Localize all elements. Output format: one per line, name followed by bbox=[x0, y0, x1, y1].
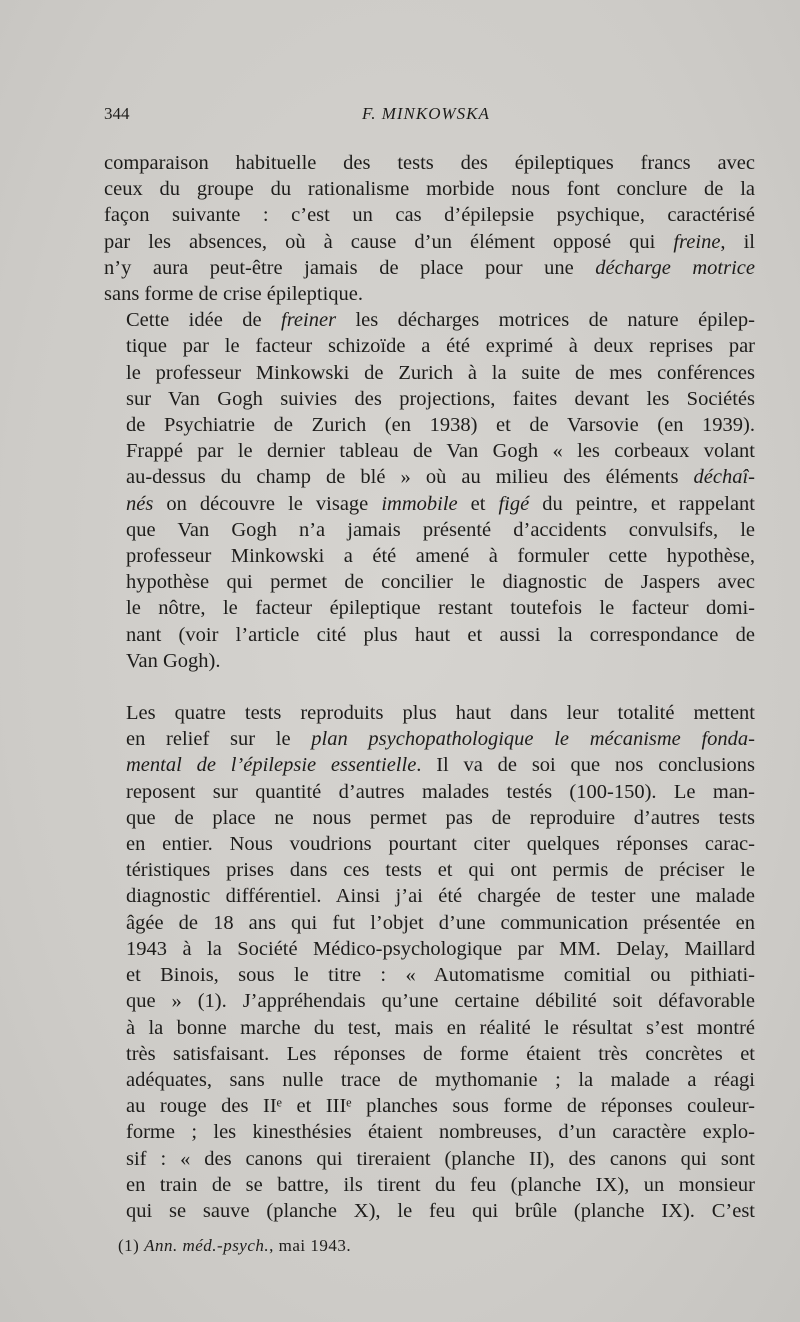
text-line: téristiques prises dans ces tests et qui ont permis de préciser le bbox=[126, 859, 755, 882]
text-line: façon suivante : c’est un cas d’épilepsie psychique, caractérisé bbox=[104, 204, 755, 227]
text-line: de Psychiatrie de Zurich (en 1938) et de Varsovie (en 1939). bbox=[126, 414, 755, 437]
running-head: F. MINKOWSKA bbox=[362, 104, 490, 123]
text-line: âgée de 18 ans qui fut l’objet d’une communication présentée en bbox=[126, 911, 755, 934]
footnote bbox=[118, 1236, 351, 1256]
text-line: Cette idée de freiner les décharges motrices de nature épilep- bbox=[126, 309, 755, 332]
text-line: adéquates, sans nulle trace de mythomanie ; la malade a réagi bbox=[126, 1068, 755, 1091]
text-line: Frappé par le dernier tableau de Van Gogh « les corbeaux volant bbox=[126, 440, 755, 463]
text-line: sur Van Gogh suivies des projections, faites devant les Sociétés bbox=[126, 387, 755, 410]
text-line: nant (voir l’article cité plus haut et aussi la correspondance de bbox=[126, 623, 755, 646]
emphasis: freiner bbox=[281, 309, 337, 332]
text-line: en relief sur le plan psychopathologique le mécanisme fonda- bbox=[126, 728, 755, 751]
emphasis: décharge motrice bbox=[595, 256, 755, 279]
text-line: en entier. Nous voudrions pourtant citer quelques réponses carac- bbox=[126, 833, 755, 856]
text-line: sif : « des canons qui tireraient (planche II), des canons qui sont bbox=[126, 1147, 755, 1170]
footnote-text: , mai 1943. bbox=[269, 1236, 352, 1255]
emphasis: freine bbox=[673, 230, 721, 253]
text-line: diagnostic différentiel. Ainsi j’ai été chargée de tester une malade bbox=[126, 885, 755, 908]
footnote-mark: (1) bbox=[118, 1236, 145, 1255]
text-line: le professeur Minkowski de Zurich à la suite de mes conférences bbox=[126, 361, 755, 384]
text-line: hypothèse qui permet de concilier le diagnostic de Jaspers avec bbox=[126, 571, 755, 594]
text-line: sans forme de crise épileptique. bbox=[104, 283, 364, 306]
body-text bbox=[104, 150, 755, 1224]
emphasis: figé bbox=[498, 492, 530, 515]
text-line: tique par le facteur schizoïde a été exprimé à deux reprises par bbox=[126, 335, 755, 358]
text-line: par les absences, où à cause d’un élément opposé qui freine, il bbox=[104, 230, 755, 253]
paragraph-3 bbox=[104, 700, 755, 1224]
text-line: qui se sauve (planche X), le feu qui brûle (planche IX). C’est bbox=[126, 1199, 755, 1222]
page-header bbox=[104, 104, 754, 130]
emphasis: mental de l’épilepsie essentielle bbox=[126, 754, 417, 777]
emphasis: déchaî- bbox=[693, 466, 755, 489]
emphasis: nés bbox=[126, 492, 154, 515]
paragraph-2 bbox=[104, 307, 755, 674]
text-line: ceux du groupe du rationalisme morbide nous font conclure de la bbox=[104, 178, 755, 201]
emphasis: immobile bbox=[381, 492, 458, 515]
text-line: en train de se battre, ils tirent du feu (planche IX), un monsieur bbox=[126, 1173, 755, 1196]
page-number: 344 bbox=[104, 104, 130, 123]
text-line: que » (1). J’appréhendais qu’une certaine débilité soit défavorable bbox=[126, 990, 755, 1013]
text-line: Les quatre tests reproduits plus haut dans leur totalité mettent bbox=[126, 702, 755, 725]
text-line: très satisfaisant. Les réponses de forme étaient très concrètes et bbox=[126, 1042, 755, 1065]
text-line: et Binois, sous le titre : « Automatisme comitial ou pithiati- bbox=[126, 964, 755, 987]
text-line: n’y aura peut-être jamais de place pour une décharge motrice bbox=[104, 256, 755, 279]
text-line: le nôtre, le facteur épileptique restant toutefois le facteur domi- bbox=[126, 597, 755, 620]
emphasis: plan psychopathologique le mécanisme fonda- bbox=[311, 728, 755, 751]
text-line: au rouge des IIᵉ et IIIᵉ planches sous forme de réponses couleur- bbox=[126, 1095, 755, 1118]
text-line: que de place ne nous permet pas de reproduire d’autres tests bbox=[126, 806, 755, 829]
text-line: à la bonne marche du test, mais en réalité le résultat s’est montré bbox=[126, 1016, 755, 1039]
text-line: mental de l’épilepsie essentielle. Il va de soi que nos conclusions bbox=[126, 754, 755, 777]
text-line: au-dessus du champ de blé » où au milieu des éléments déchaî- bbox=[126, 466, 755, 489]
footnote-journal: Ann. méd.-psych. bbox=[144, 1236, 270, 1255]
paragraph-1 bbox=[104, 150, 755, 307]
text-line: que Van Gogh n’a jamais présenté d’accidents convulsifs, le bbox=[126, 518, 755, 541]
text-line: 1943 à la Société Médico-psychologique par MM. Delay, Maillard bbox=[126, 937, 755, 960]
text-line: comparaison habituelle des tests des épileptiques francs avec bbox=[104, 152, 755, 174]
text-line: reposent sur quantité d’autres malades testés (100-150). Le man- bbox=[126, 780, 755, 803]
text-line: professeur Minkowski a été amené à formuler cette hypothèse, bbox=[126, 545, 755, 568]
text-line: forme ; les kinesthésies étaient nombreuses, d’un caractère explo- bbox=[126, 1121, 755, 1144]
text-line: nés on découvre le visage immobile et figé du peintre, et rappelant bbox=[126, 492, 755, 515]
text-line: Van Gogh). bbox=[126, 649, 221, 672]
